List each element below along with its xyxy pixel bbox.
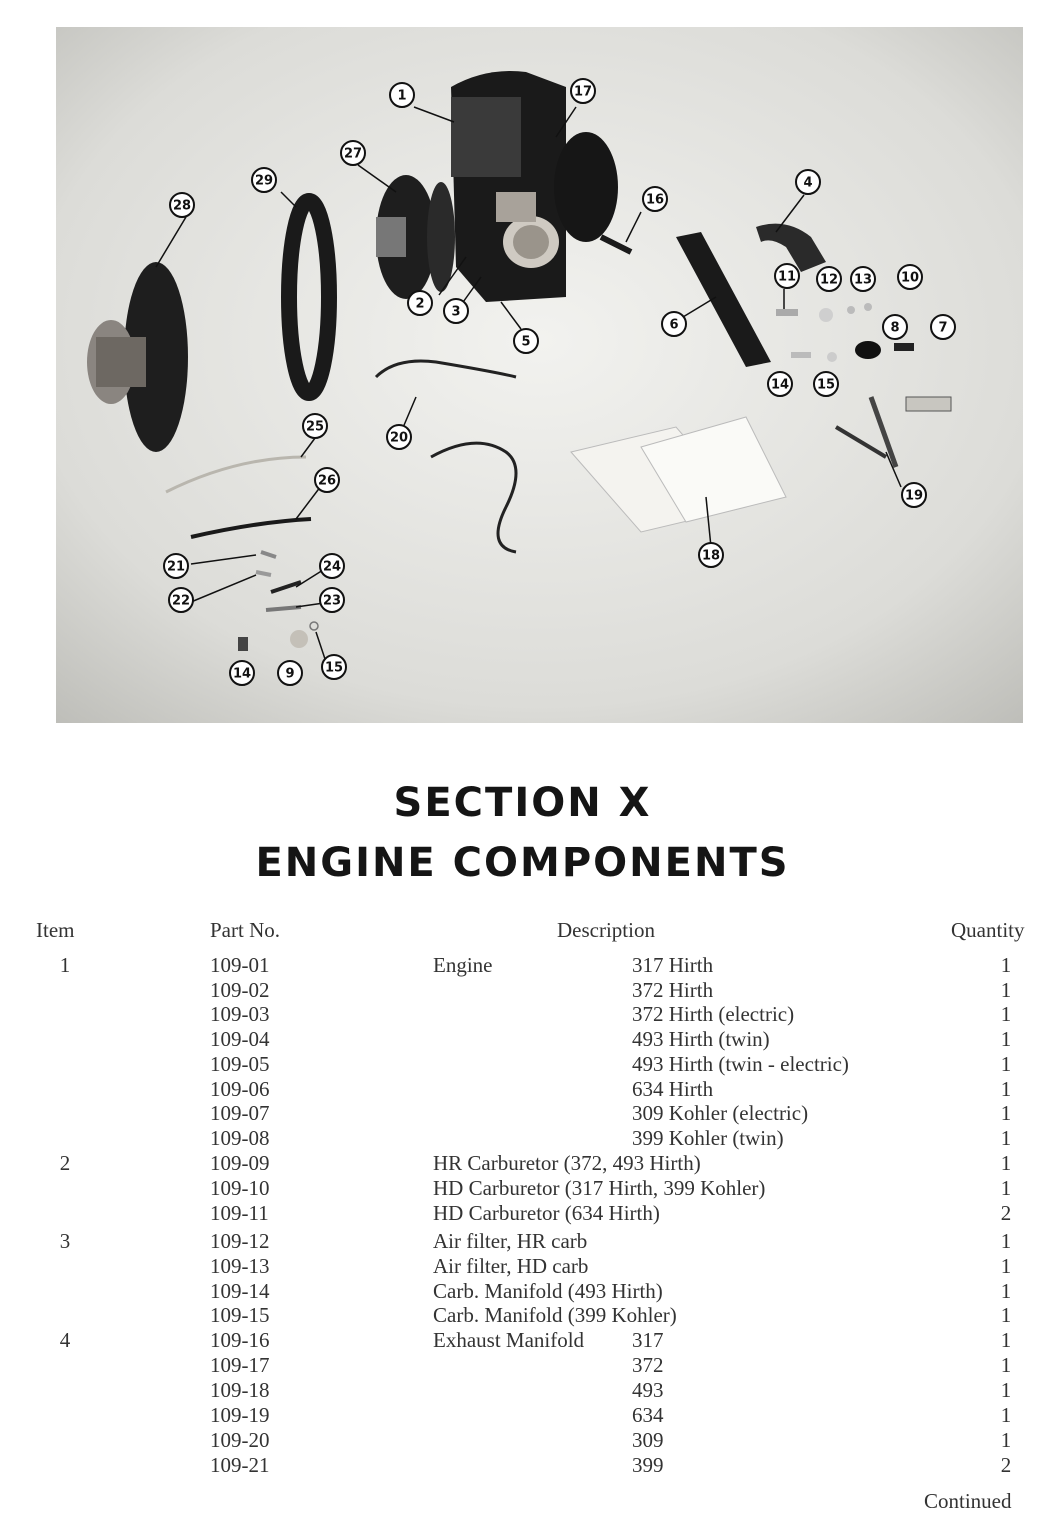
header-part-no: Part No.: [210, 918, 280, 942]
row-description-detail: 309: [632, 1428, 664, 1452]
row-description-detail: 493 Hirth (twin): [632, 1027, 770, 1051]
callout-number: 14: [770, 377, 790, 393]
row-description-detail: 309 Kohler (electric): [632, 1101, 809, 1125]
row-part-no: 109-01: [210, 953, 270, 977]
callout-number: 29: [254, 173, 274, 189]
callout-number: 14: [232, 666, 252, 682]
row-description-detail: 317: [632, 1328, 664, 1352]
row-description: HD Carburetor (634 Hirth): [433, 1201, 660, 1225]
row-part-no: 109-02: [210, 978, 270, 1002]
callout-number: 1: [397, 88, 407, 104]
callout-number: 4: [803, 175, 813, 191]
row-quantity: 1: [1000, 1378, 1012, 1402]
callout-number: 20: [389, 430, 409, 446]
callout-number: 27: [343, 146, 363, 162]
row-part-no: 109-09: [210, 1151, 270, 1175]
row-quantity: 1: [1000, 1126, 1012, 1150]
callout-number: 25: [305, 419, 325, 435]
section-subtitle: ENGINE COMPONENTS: [255, 840, 790, 886]
callout-number: 24: [322, 559, 342, 575]
row-description: HR Carburetor (372, 493 Hirth): [433, 1151, 701, 1175]
row-item: 2: [59, 1151, 71, 1175]
row-part-no: 109-10: [210, 1176, 270, 1200]
row-quantity: 1: [1000, 1151, 1012, 1175]
row-part-no: 109-13: [210, 1254, 270, 1278]
row-quantity: 1: [1000, 1428, 1012, 1452]
callout-number: 17: [573, 84, 593, 100]
row-quantity: 1: [1000, 1077, 1012, 1101]
row-part-no: 109-21: [210, 1453, 270, 1477]
callout-number: 7: [938, 320, 948, 336]
callout-number: 13: [853, 272, 873, 288]
callout-number: 11: [777, 269, 797, 285]
row-quantity: 1: [1000, 1027, 1012, 1051]
callout-number: 12: [819, 272, 839, 288]
callout-number: 23: [322, 593, 342, 609]
continued-label: Continued: [924, 1489, 1012, 1513]
callout-number: 15: [324, 660, 344, 676]
row-description: HD Carburetor (317 Hirth, 399 Kohler): [433, 1176, 766, 1200]
callout-number: 2: [415, 296, 425, 312]
row-quantity: 2: [1000, 1453, 1012, 1477]
row-quantity: 1: [1000, 1254, 1012, 1278]
row-description-detail: 372 Hirth (electric): [632, 1002, 795, 1026]
row-description-detail: 399 Kohler (twin): [632, 1126, 784, 1150]
row-description-detail: 493: [632, 1378, 664, 1402]
row-quantity: 1: [1000, 1279, 1012, 1303]
row-description: Carb. Manifold (399 Kohler): [433, 1303, 677, 1327]
callout-number: 26: [317, 473, 337, 489]
row-part-no: 109-15: [210, 1303, 270, 1327]
row-item: 4: [59, 1328, 71, 1352]
callout-number: 10: [900, 270, 920, 286]
header-item: Item: [36, 918, 75, 942]
row-description-detail: 634 Hirth: [632, 1077, 714, 1101]
callout-number: 28: [172, 198, 192, 214]
row-part-no: 109-03: [210, 1002, 270, 1026]
callout-number: 18: [701, 548, 721, 564]
row-part-no: 109-07: [210, 1101, 270, 1125]
row-part-no: 109-20: [210, 1428, 270, 1452]
row-part-no: 109-18: [210, 1378, 270, 1402]
row-description: Exhaust Manifold: [433, 1328, 585, 1352]
row-item: 1: [59, 953, 71, 977]
row-description-detail: 493 Hirth (twin - electric): [632, 1052, 849, 1076]
row-quantity: 1: [1000, 1229, 1012, 1253]
row-item: 3: [59, 1229, 71, 1253]
row-description-detail: 634: [632, 1403, 664, 1427]
row-quantity: 1: [1000, 1403, 1012, 1427]
row-quantity: 1: [1000, 978, 1012, 1002]
row-description-detail: 317 Hirth: [632, 953, 714, 977]
row-part-no: 109-16: [210, 1328, 270, 1352]
row-quantity: 1: [1000, 1303, 1012, 1327]
row-part-no: 109-11: [210, 1201, 269, 1225]
callout-number: 3: [451, 304, 461, 320]
row-description: Carb. Manifold (493 Hirth): [433, 1279, 663, 1303]
callout-number: 21: [166, 559, 186, 575]
row-quantity: 1: [1000, 953, 1012, 977]
row-description: Air filter, HR carb: [433, 1229, 588, 1253]
row-quantity: 1: [1000, 1176, 1012, 1200]
row-part-no: 109-19: [210, 1403, 270, 1427]
row-part-no: 109-08: [210, 1126, 270, 1150]
row-description: Air filter, HD carb: [433, 1254, 589, 1278]
row-description-detail: 399: [632, 1453, 664, 1477]
engine-parts-photo: [56, 27, 1023, 723]
row-quantity: 1: [1000, 1052, 1012, 1076]
callout-number: 6: [669, 317, 679, 333]
header-description: Description: [557, 918, 655, 942]
row-quantity: 1: [1000, 1101, 1012, 1125]
row-description: Engine: [433, 953, 493, 977]
callout-number: 5: [521, 334, 531, 350]
callout-number: 15: [816, 377, 836, 393]
row-part-no: 109-12: [210, 1229, 270, 1253]
row-part-no: 109-04: [210, 1027, 270, 1051]
callout-number: 19: [904, 488, 924, 504]
callout-number: 9: [285, 666, 295, 682]
callout-number: 22: [171, 593, 191, 609]
row-quantity: 1: [1000, 1328, 1012, 1352]
row-description-detail: 372: [632, 1353, 664, 1377]
header-quantity: Quantity: [951, 918, 1025, 942]
callout-number: 8: [890, 320, 900, 336]
row-quantity: 2: [1000, 1201, 1012, 1225]
row-quantity: 1: [1000, 1353, 1012, 1377]
row-part-no: 109-17: [210, 1353, 270, 1377]
callout-number: 16: [645, 192, 665, 208]
row-description-detail: 372 Hirth: [632, 978, 714, 1002]
row-part-no: 109-14: [210, 1279, 270, 1303]
row-part-no: 109-06: [210, 1077, 270, 1101]
row-quantity: 1: [1000, 1002, 1012, 1026]
section-title: SECTION X: [393, 780, 652, 826]
row-part-no: 109-05: [210, 1052, 270, 1076]
